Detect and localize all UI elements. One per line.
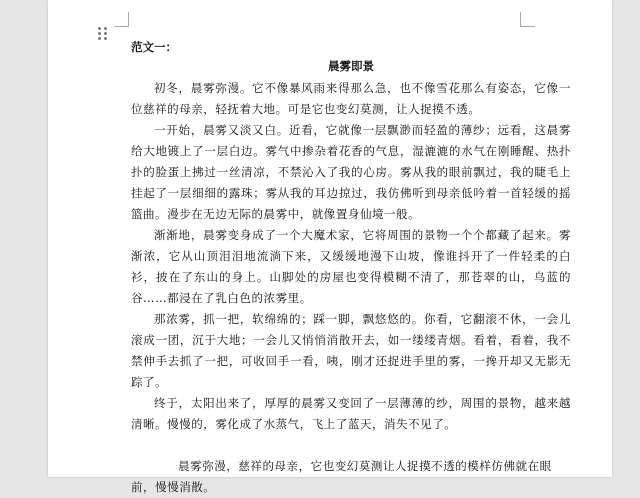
paragraph-4: 那浓雾，抓一把，软绵绵的；踩一脚，飘悠悠的。你看，它翻滚不休，一会儿滚成一团，沉于大地；一会儿又悄悄消散开去，如一缕缕青烟。看着，看着，我不禁伸手去抓了一把，可收回手一看，咦，刚才还捉进手里的雾，一搀开却又无影无踪了。	[131, 312, 571, 389]
handle-dot	[98, 37, 101, 40]
handle-dot	[104, 27, 107, 30]
handle-dot	[98, 32, 101, 35]
document-body[interactable]	[131, 38, 571, 494]
blank-line	[131, 435, 571, 456]
section-heading: 范文一：	[131, 40, 177, 54]
paragraph-3: 渐渐地，晨雾变身成了一个大魔术家，它将周围的景物一个个都藏了起来。雾渐浓，它从山顶泪泪地流淌下来，又缓缓地漫下山坡，像谁抖开了一件轻柔的白衫，披在了东山的身上。山脚处的房屋也变得模糊不清了，那苍翠的山，乌蓝的谷……都浸在了乳白色的浓雾里。	[131, 228, 571, 305]
handle-dot	[104, 37, 107, 40]
crop-mark-top-left	[114, 12, 129, 27]
handle-dot	[104, 32, 107, 35]
document-page[interactable]	[48, 0, 612, 494]
drag-handle-icon[interactable]	[98, 27, 108, 41]
paragraph-1: 初冬，晨雾弥漫。它不像暴风雨来得那么急，也不像雪花那么有姿态，它像一位慈祥的母亲，轻抚着大地。可是它也变幻莫测，让人捉摸不透。	[131, 81, 571, 116]
paragraph-2: 一开始，晨雾又淡又白。近看，它就像一层飘渺而轻盈的薄纱；远看，这晨雾给大地镀上了一层白边。雾气中掺杂着花香的气息，湿漉漉的水气在刚睡醒、热扑扑的脸蛋上拂过一丝清凉，不禁沁入了我的心房。雾从我的眼前飘过，我的睫毛上挂起了一层细细的露珠；雾从我的耳边掠过，我仿佛听到母亲低吟着一首轻缓的摇篮曲。漫步在无边无际的晨雾中，就像置身仙境一般。	[131, 123, 571, 221]
crop-mark-top-right	[520, 12, 535, 27]
paragraph-5: 终于，太阳出来了，厚厚的晨雾又变回了一层薄薄的纱，周围的景物，越来越清晰。慢慢的，雾化成了水蒸气，飞上了蓝天，消失不见了。	[131, 396, 571, 431]
essay-title: 晨雾即景	[328, 59, 374, 73]
handle-dot	[98, 27, 101, 30]
cut-off-paragraph: 晨雾弥漫，慈祥的母亲，它也变幻莫测让人捉摸不透的模样仿佛就在眼前，慢慢消散。	[131, 459, 552, 494]
